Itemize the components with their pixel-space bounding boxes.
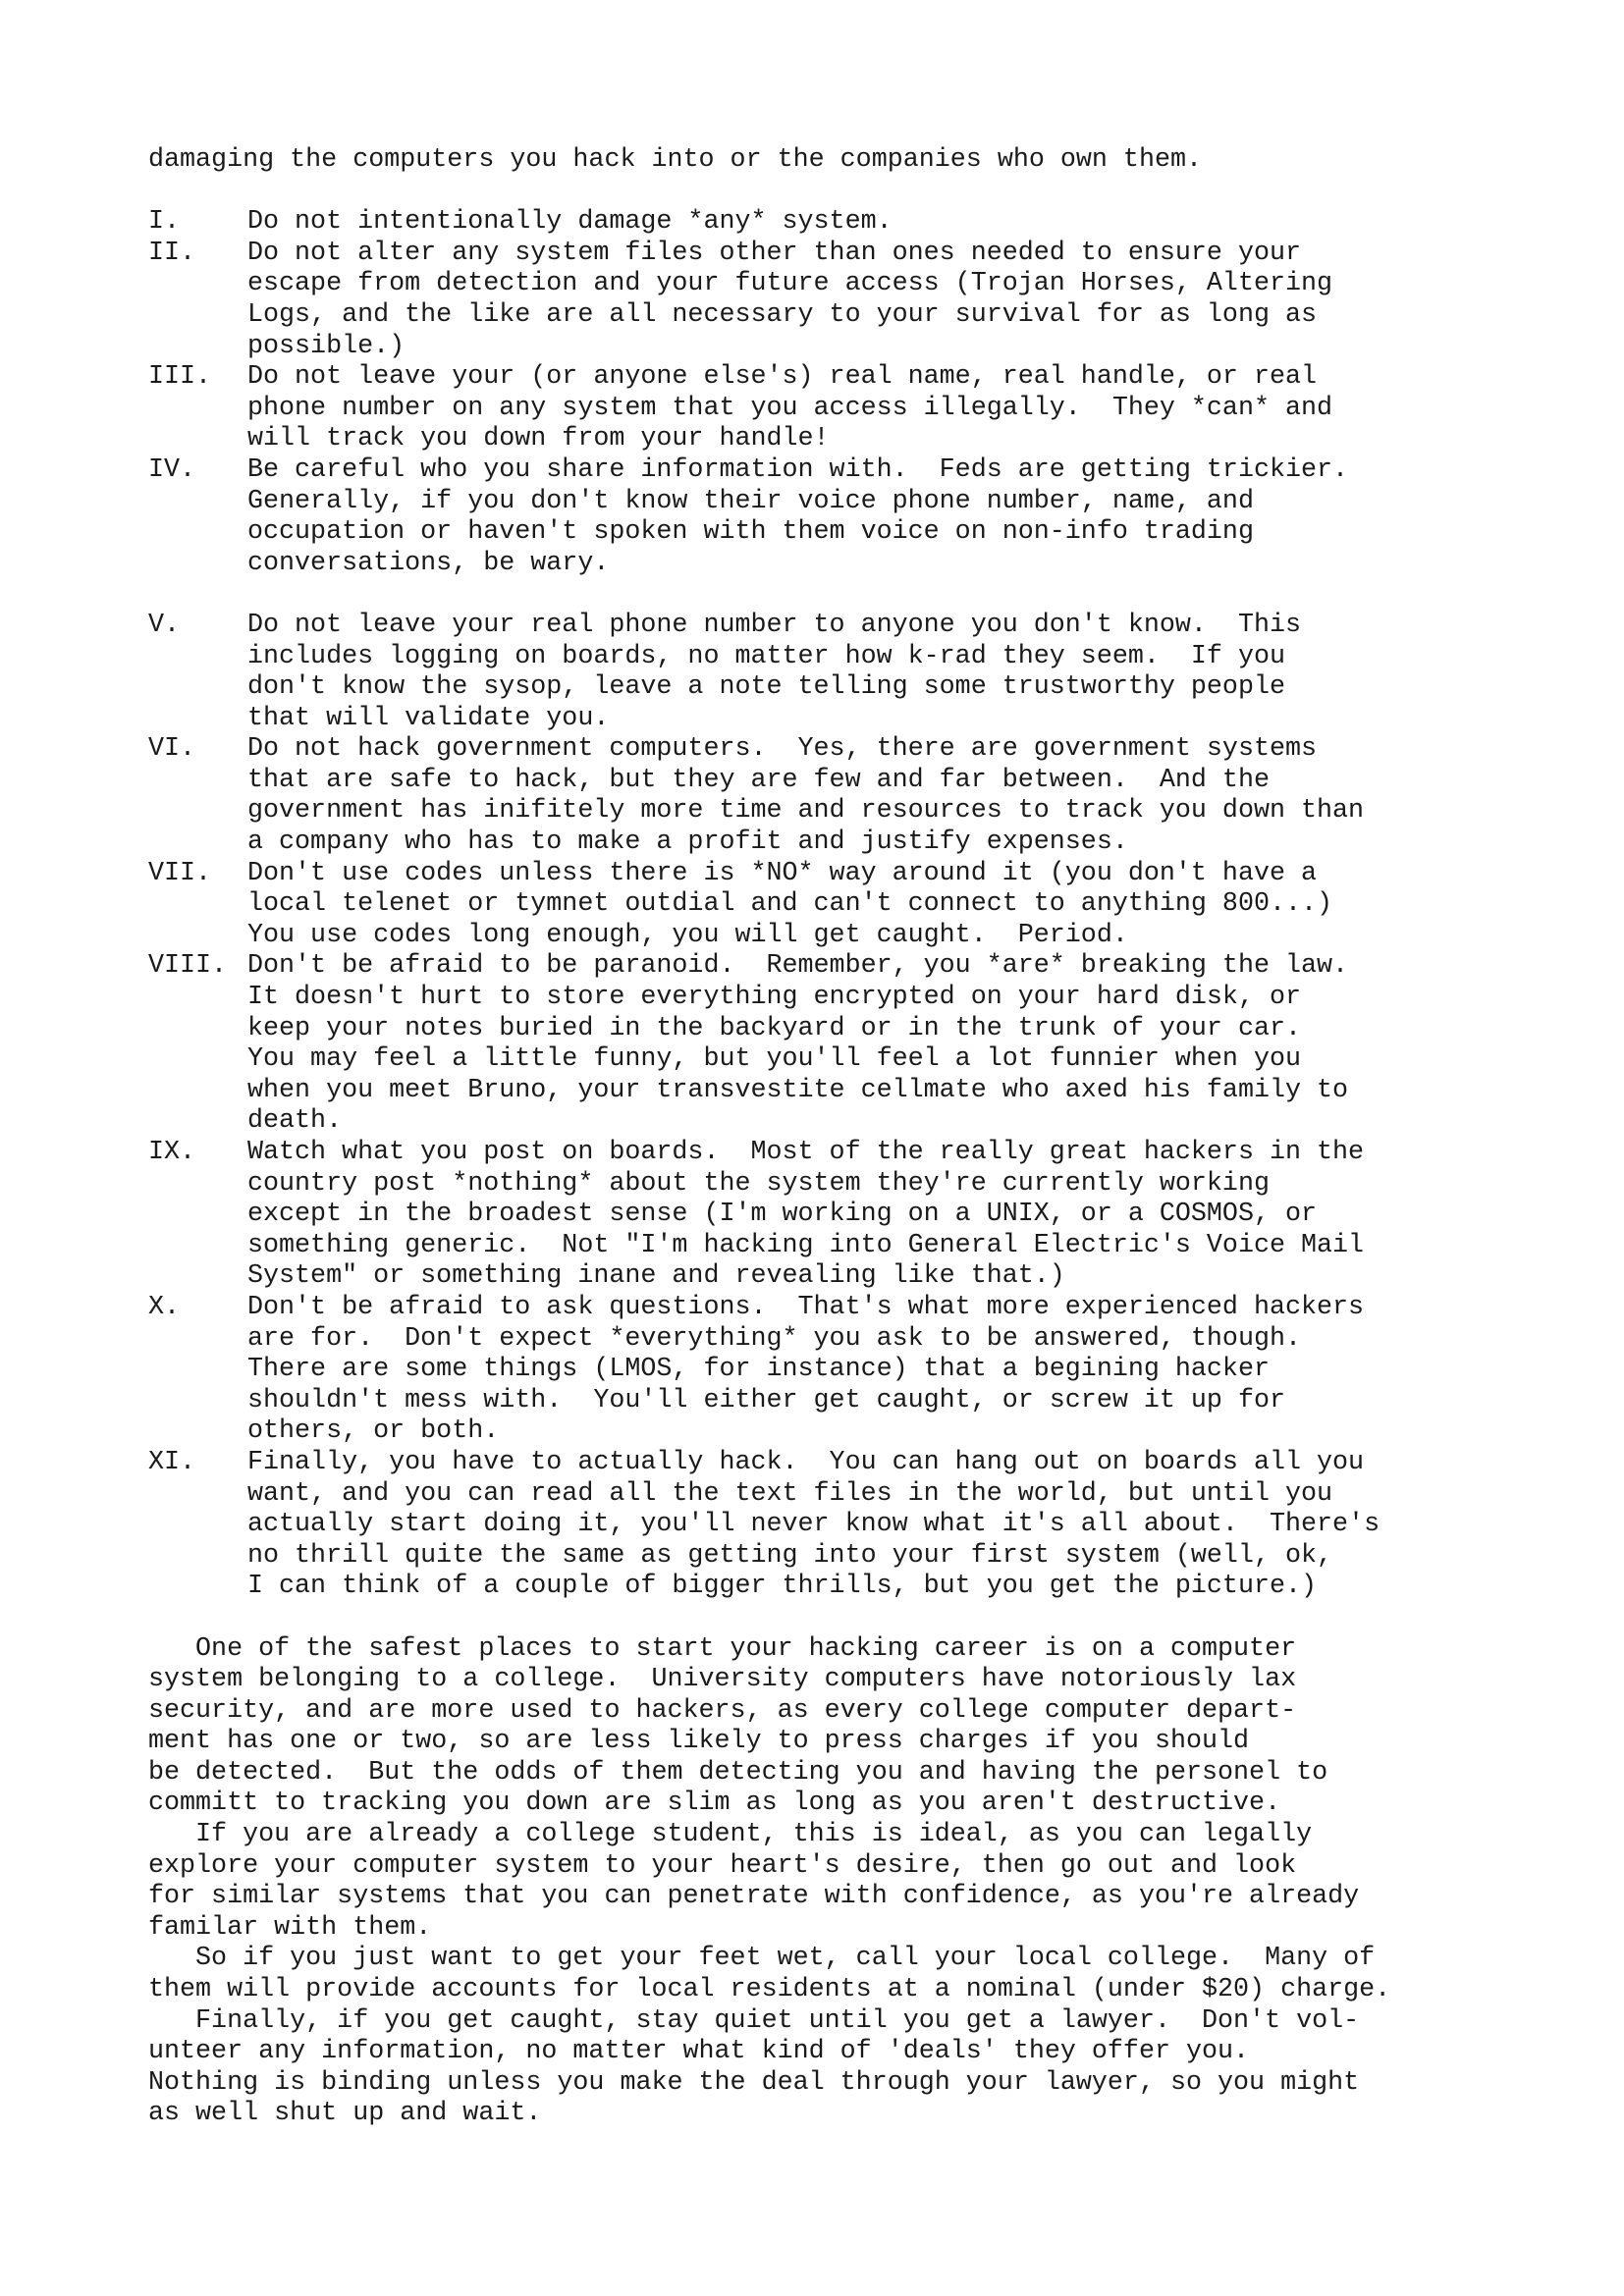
rule-item xyxy=(148,207,1562,239)
paragraph-line: If you are already a college student, this is ideal, as you can legally xyxy=(148,1820,1313,1850)
rule-item xyxy=(148,362,1562,455)
rule-text xyxy=(247,611,1562,734)
paragraph xyxy=(148,2006,1562,2130)
rule-text xyxy=(247,239,1562,362)
rule-text-line: Be careful who you share information with. Feds are getting trickier. xyxy=(247,454,1349,485)
rule-text-line: System" or something inane and revealing like that.) xyxy=(247,1261,1065,1292)
blank-line xyxy=(148,1603,1562,1634)
rule-numeral: VIII. xyxy=(148,951,228,982)
rule-text xyxy=(247,455,1562,579)
rule-text-line: something generic. Not "I'm hacking into General Electric's Voice Mail xyxy=(247,1230,1365,1260)
rule-numeral: VI. xyxy=(148,734,196,765)
rule-text-line: Do not hack government computers. Yes, there are government systems xyxy=(247,734,1318,765)
rule-numeral: V. xyxy=(148,610,181,640)
rule-item xyxy=(148,611,1562,734)
rule-text-line: Finally, you have to actually hack. You can hang out on boards all you xyxy=(247,1447,1365,1477)
rule-numeral: I. xyxy=(148,207,181,238)
rule-text-line: Watch what you post on boards. Most of the really great hackers in the xyxy=(247,1138,1365,1167)
body-paragraphs xyxy=(148,1634,1562,2131)
rule-text xyxy=(247,1293,1562,1448)
paragraph-line: So if you just want to get your feet wet, call your local college. Many of xyxy=(148,1944,1376,1974)
rule-numeral: IV. xyxy=(148,454,196,485)
paragraph-line: One of the safest places to start your hacking career is on a computer xyxy=(148,1633,1297,1664)
paragraph xyxy=(148,1820,1562,1944)
rule-item xyxy=(148,1448,1562,1603)
intro-line: damaging the computers you hack into or the companies who own them. xyxy=(148,145,1203,175)
rule-text-line: There are some things (LMOS, for instance) that a begining hacker xyxy=(247,1355,1270,1385)
blank-line xyxy=(148,177,1562,208)
rule-text-line: Do not alter any system files other than ones needed to ensure your xyxy=(247,238,1302,268)
rule-text-line: that are safe to hack, but they are few and far between. And the xyxy=(247,765,1270,795)
rule-item xyxy=(148,859,1562,952)
rule-text-line: will track you down from your handle! xyxy=(247,424,830,454)
paragraph-line: them will provide accounts for local residents at a nominal (under $20) charge. xyxy=(148,1975,1391,2005)
rule-text-line: want, and you can read all the text files in the world, but until you xyxy=(247,1478,1333,1509)
rule-text-line: Do not leave your (or anyone else's) real name, real handle, or real xyxy=(247,362,1318,393)
document-page xyxy=(148,145,1562,2130)
rule-text-line: I can think of a couple of bigger thrills, but you get the picture.) xyxy=(247,1572,1318,1602)
rule-text-line: others, or both. xyxy=(247,1416,500,1447)
rule-item xyxy=(148,1138,1562,1293)
rule-text-line: except in the broadest sense (I'm working on a UNIX, or a COSMOS, or xyxy=(247,1200,1318,1230)
rule-text-line: no thrill quite the same as getting into your first system (well, ok, xyxy=(247,1540,1333,1571)
rule-numeral: IX. xyxy=(148,1138,196,1167)
paragraph-line: for similar systems that you can penetrate with confidence, as you're already xyxy=(148,1882,1360,1912)
rule-numeral: VII. xyxy=(148,858,212,888)
rule-text xyxy=(247,1448,1562,1603)
rule-text-line: keep your notes buried in the backyard or in the trunk of your car. xyxy=(247,1013,1302,1043)
rule-text-line: Don't be afraid to ask questions. That's what more experienced hackers xyxy=(247,1292,1365,1322)
paragraph-line: Finally, if you get caught, stay quiet until you get a lawyer. Don't vol- xyxy=(148,2005,1360,2036)
rule-text-line: Don't be afraid to be paranoid. Remember, you *are* breaking the law. xyxy=(247,951,1349,982)
paragraph-line: system belonging to a college. University computers have notoriously lax xyxy=(148,1665,1297,1695)
paragraph-line: unteer any information, no matter what kind of 'deals' they offer you. xyxy=(148,2037,1250,2067)
rule-text-line: Do not intentionally damage *any* system. xyxy=(247,207,893,238)
rule-text-line: country post *nothing* about the system they're currently working xyxy=(247,1168,1270,1199)
paragraph xyxy=(148,1944,1562,2005)
rules-list xyxy=(148,207,1562,1603)
rule-numeral: III. xyxy=(148,362,212,393)
rule-text xyxy=(247,207,1562,239)
rule-text-line: You may feel a little funny, but you'll feel a lot funnier when you xyxy=(247,1044,1302,1075)
blank-line xyxy=(148,579,1562,611)
rule-text-line: shouldn't mess with. You'll either get caught, or screw it up for xyxy=(247,1385,1285,1415)
paragraph-line: Nothing is binding unless you make the deal through your lawyer, so you might xyxy=(148,2067,1360,2098)
rule-item xyxy=(148,951,1562,1138)
rule-text-line: death. xyxy=(247,1106,343,1137)
paragraph-line: familar with them. xyxy=(148,1912,432,1943)
rule-text-line: Do not leave your real phone number to anyone you don't know. This xyxy=(247,610,1302,640)
rule-text xyxy=(247,859,1562,952)
rule-numeral: II. xyxy=(148,238,196,268)
rule-text-line: government has inifitely more time and resources to track you down than xyxy=(247,796,1365,827)
rule-text-line: phone number on any system that you access illegally. They *can* and xyxy=(247,393,1333,423)
rule-text-line: includes logging on boards, no matter how k-rad they seem. If you xyxy=(247,641,1285,671)
rule-text-line: a company who has to make a profit and justify expenses. xyxy=(247,828,1128,858)
rule-text-line: possible.) xyxy=(247,331,406,361)
paragraph-line: security, and are more used to hackers, as every college computer depart- xyxy=(148,1695,1297,1726)
rule-text-line: Generally, if you don't know their voice phone number, name, and xyxy=(247,486,1254,516)
rule-text-line: don't know the sysop, leave a note telling some trustworthy people xyxy=(247,672,1285,703)
rule-item xyxy=(148,1293,1562,1448)
rule-text-line: local telenet or tymnet outdial and can't connect to anything 800...) xyxy=(247,889,1333,920)
rule-text-line: conversations, be wary. xyxy=(247,548,610,578)
rule-text-line: are for. Don't expect *everything* you ask to be answered, though. xyxy=(247,1323,1302,1354)
paragraph-line: as well shut up and wait. xyxy=(148,2099,542,2129)
rule-text-line: It doesn't hurt to store everything encrypted on your hard disk, or xyxy=(247,983,1302,1013)
rule-text-line: when you meet Bruno, your transvestite cellmate who axed his family to xyxy=(247,1075,1349,1105)
rule-numeral: XI. xyxy=(148,1447,196,1477)
rule-text-line: occupation or haven't spoken with them voice on non-info trading xyxy=(247,517,1254,548)
rule-text-line: You use codes long enough, you will get caught. Period. xyxy=(247,920,1128,950)
paragraph xyxy=(148,1634,1562,1821)
rule-text-line: Logs, and the like are all necessary to your survival for as long as xyxy=(247,299,1318,330)
rule-text xyxy=(247,1138,1562,1293)
rule-item xyxy=(148,239,1562,362)
paragraph-line: committ to tracking you down are slim as long as you aren't destructive. xyxy=(148,1789,1281,1819)
rule-text-line: Don't use codes unless there is *NO* way around it (you don't have a xyxy=(247,858,1318,888)
paragraph-line: ment has one or two, so are less likely to press charges if you should xyxy=(148,1727,1250,1757)
rule-numeral: X. xyxy=(148,1292,181,1322)
rule-text xyxy=(247,734,1562,858)
paragraph-line: explore your computer system to your heart's desire, then go out and look xyxy=(148,1850,1297,1881)
paragraph-line: be detected. But the odds of them detecting you and having the personel to xyxy=(148,1757,1328,1788)
rule-text-line: that will validate you. xyxy=(247,703,610,733)
rule-text-line: escape from detection and your future access (Trojan Horses, Altering xyxy=(247,269,1333,299)
rule-item xyxy=(148,455,1562,579)
rule-text xyxy=(247,951,1562,1138)
rule-item xyxy=(148,734,1562,858)
rule-text xyxy=(247,362,1562,455)
rule-text-line: actually start doing it, you'll never know what it's all about. There's xyxy=(247,1510,1380,1540)
